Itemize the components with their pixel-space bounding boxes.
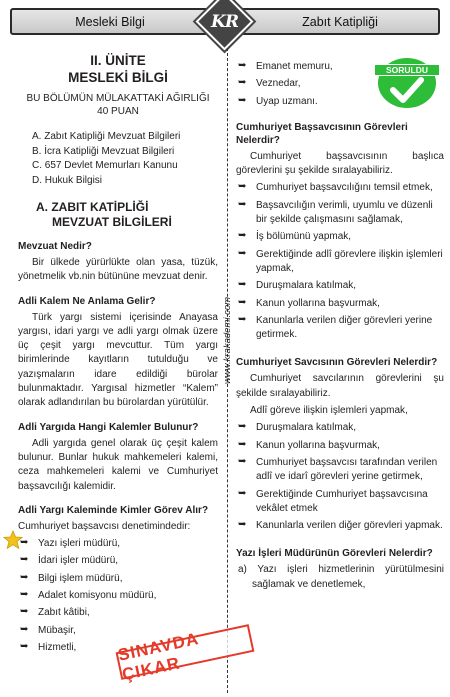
section-heading <box>36 200 218 230</box>
list-item: ➥ İş bölümünü yapmak, <box>238 230 352 243</box>
paragraph: Türk yargı sistemi içerisinde Anayasa yargısı, idari yargı ve adli yargı olmak üzere üç çeşit yargı mevcuttur. Tüm yargı birimlerinde kayıtların tutulduğu ve yazışmaların idare edildiği bürolar bulunmaktadır. Yargısal hizmetler “Kalem” olarak adlandırılan bu bürolardan yürütülür. <box>18 311 218 409</box>
list-item: ➥ Kanunlarla verilen diğer görevleri yerine getirmek. <box>238 313 433 341</box>
toc-item: A. Zabıt Katipliği Mevzuat Bilgileri <box>32 131 181 142</box>
arrow-bullet-icon: ➥ <box>238 296 247 308</box>
question-heading: Yazı İşleri Müdürünün Görevleri Nelerdir? <box>236 548 433 560</box>
list-item: ➥ Cumhuriyet başsavcılığını temsil etmek, <box>238 181 433 194</box>
arrow-bullet-icon: ➥ <box>238 198 247 210</box>
arrow-bullet-icon: ➥ <box>20 554 29 566</box>
unit-title: II. ÜNİTE <box>90 53 146 68</box>
prosecutor-duties-list <box>236 421 444 533</box>
paragraph: Cumhuriyet başsavcısının başlıca görevlerini şu şekilde sıralayabiliriz. <box>236 150 444 177</box>
watermark-text: www.krakademi.com <box>222 296 234 384</box>
asked-before-badge <box>374 58 440 108</box>
arrow-bullet-icon: ➥ <box>238 230 247 242</box>
chief-prosecutor-duties-list <box>236 181 444 342</box>
arrow-bullet-icon: ➥ <box>238 94 247 106</box>
question-heading: Mevzuat Nedir? <box>18 241 92 252</box>
question-heading: Adli Yargıda Hangi Kalemler Bulunur? <box>18 421 199 433</box>
list-item: ➥ Bilgi işlem müdürü, <box>20 571 123 584</box>
list-item: ➥ Gerektiğinde adlî görevlere ilişkin işlemleri yapmak, <box>238 247 443 274</box>
arrow-bullet-icon: ➥ <box>238 421 247 433</box>
arrow-bullet-icon: ➥ <box>20 589 29 601</box>
arrow-bullet-icon: ➥ <box>238 77 247 89</box>
unit-subtitle: MESLEKİ BİLGİ <box>68 70 168 85</box>
section-toc <box>32 130 218 188</box>
header-left-title: Mesleki Bilgi <box>10 8 210 35</box>
toc-item: D. Hukuk Bilgisi <box>32 174 103 186</box>
list-item: ➥ Yazı işleri müdürü, <box>20 537 121 550</box>
list-item: ➥ İdari işler müdürü, <box>20 554 119 567</box>
checkmark-icon <box>390 76 424 104</box>
question-heading: Cumhuriyet Savcısının Görevleri Nelerdir? <box>236 357 438 369</box>
list-item: ➥ Duruşmalara katılmak, <box>238 279 357 292</box>
question-heading: Cumhuriyet Başsavcısının Görevleri Nelerdir? <box>236 121 408 146</box>
page-header <box>0 0 450 44</box>
arrow-bullet-icon: ➥ <box>20 571 29 583</box>
arrow-bullet-icon: ➥ <box>238 487 247 499</box>
exam-stamp: SINAVDA ÇIKAR <box>116 624 255 680</box>
arrow-bullet-icon: ➥ <box>20 623 29 635</box>
list-item: ➥ Gerektiğinde Cumhuriyet başsavcısına vekâlet etmek <box>238 487 428 514</box>
arrow-bullet-icon: ➥ <box>238 519 247 531</box>
list-item: ➥ Emanet memuru, <box>238 60 333 72</box>
paragraph: Bir ülkede yürürlükte olan yasa, tüzük, yönetmelik vb.nin bütününe mevzuat denir. <box>18 257 218 283</box>
list-item: ➥ Duruşmalara katılmak, <box>238 421 357 434</box>
paragraph: Adlî göreve ilişkin işlemleri yapmak, <box>250 405 408 417</box>
toc-item: B. İcra Katipliği Mevzuat Bilgileri <box>32 145 175 157</box>
weight-line-2: 40 PUAN <box>97 106 139 117</box>
right-column <box>236 60 444 592</box>
list-item: ➥ Veznedar, <box>238 77 301 90</box>
arrow-bullet-icon: ➥ <box>238 181 247 193</box>
weight-line-1: BU BÖLÜMÜN MÜLAKATTAKİ AĞIRLIĞI <box>26 93 210 104</box>
arrow-bullet-icon: ➥ <box>238 247 247 259</box>
paragraph: a) Yazı işleri hizmetlerinin yürütülmesini sağlamak ve denetlemek, <box>238 564 444 590</box>
list-item: ➥ Kanun yollarına başvurmak, <box>238 438 380 451</box>
question-heading: Adli Kalem Ne Anlama Gelir? <box>18 295 156 307</box>
list-item: ➥ Uyap uzmanı. <box>238 94 318 107</box>
arrow-bullet-icon: ➥ <box>20 640 29 652</box>
left-column <box>18 52 218 658</box>
publisher-logo-text: KR <box>211 11 238 32</box>
list-item: ➥ Cumhuriyet başsavcısı tarafından verilen adlî ve idarî görevleri yerine getirmek, <box>238 455 438 483</box>
badge-label: SORULDU <box>374 64 440 76</box>
list-item: ➥ Mübaşir, <box>20 623 76 636</box>
list-item: ➥ Zabıt kâtibi, <box>20 606 90 619</box>
toc-item: C. 657 Devlet Memurları Kanunu <box>32 160 178 171</box>
list-item: ➥ Başsavcılığın verimli, uyumlu ve düzenli bir şekilde çalışmasını sağlamak, <box>238 198 433 226</box>
section-heading-line-2: MEVZUAT BİLGİLERİ <box>52 215 172 229</box>
list-item: ➥ Kanun yollarına başvurmak, <box>238 296 380 309</box>
header-right-title: Zabıt Katipliği <box>240 8 440 35</box>
arrow-bullet-icon: ➥ <box>238 279 247 291</box>
paragraph: Cumhuriyet başsavcısı denetimindedir: <box>18 520 191 532</box>
list-item: ➥ Hizmetli, <box>20 640 77 653</box>
arrow-bullet-icon: ➥ <box>238 313 247 325</box>
list-item: ➥ Adalet komisyonu müdürü, <box>20 589 157 602</box>
arrow-bullet-icon: ➥ <box>20 606 29 618</box>
arrow-bullet-icon: ➥ <box>238 60 247 71</box>
list-item: ➥ Kanunlarla verilen diğer görevleri yapmak. <box>238 519 443 532</box>
question-heading: Adli Yargı Kaleminde Kimler Görev Alır? <box>18 504 209 516</box>
paragraph: Cumhuriyet savcılarının görevlerini şu şekilde sıralayabiliriz. <box>236 373 444 399</box>
arrow-bullet-icon: ➥ <box>238 455 247 467</box>
arrow-bullet-icon: ➥ <box>238 438 247 450</box>
watermark <box>222 260 234 420</box>
section-heading-line-1: A. ZABIT KATİPLİĞİ <box>36 200 149 214</box>
arrow-bullet-icon: ➥ <box>20 537 29 549</box>
paragraph: Adli yargıda genel olarak üç çeşit kalem bulunur. Bunlar hukuk mahkemeleri kalemi, ceza mahkemeleri kalemi ve Cumhuriyet başsavcılığı kalemidir. <box>18 437 218 492</box>
star-icon <box>3 530 23 550</box>
